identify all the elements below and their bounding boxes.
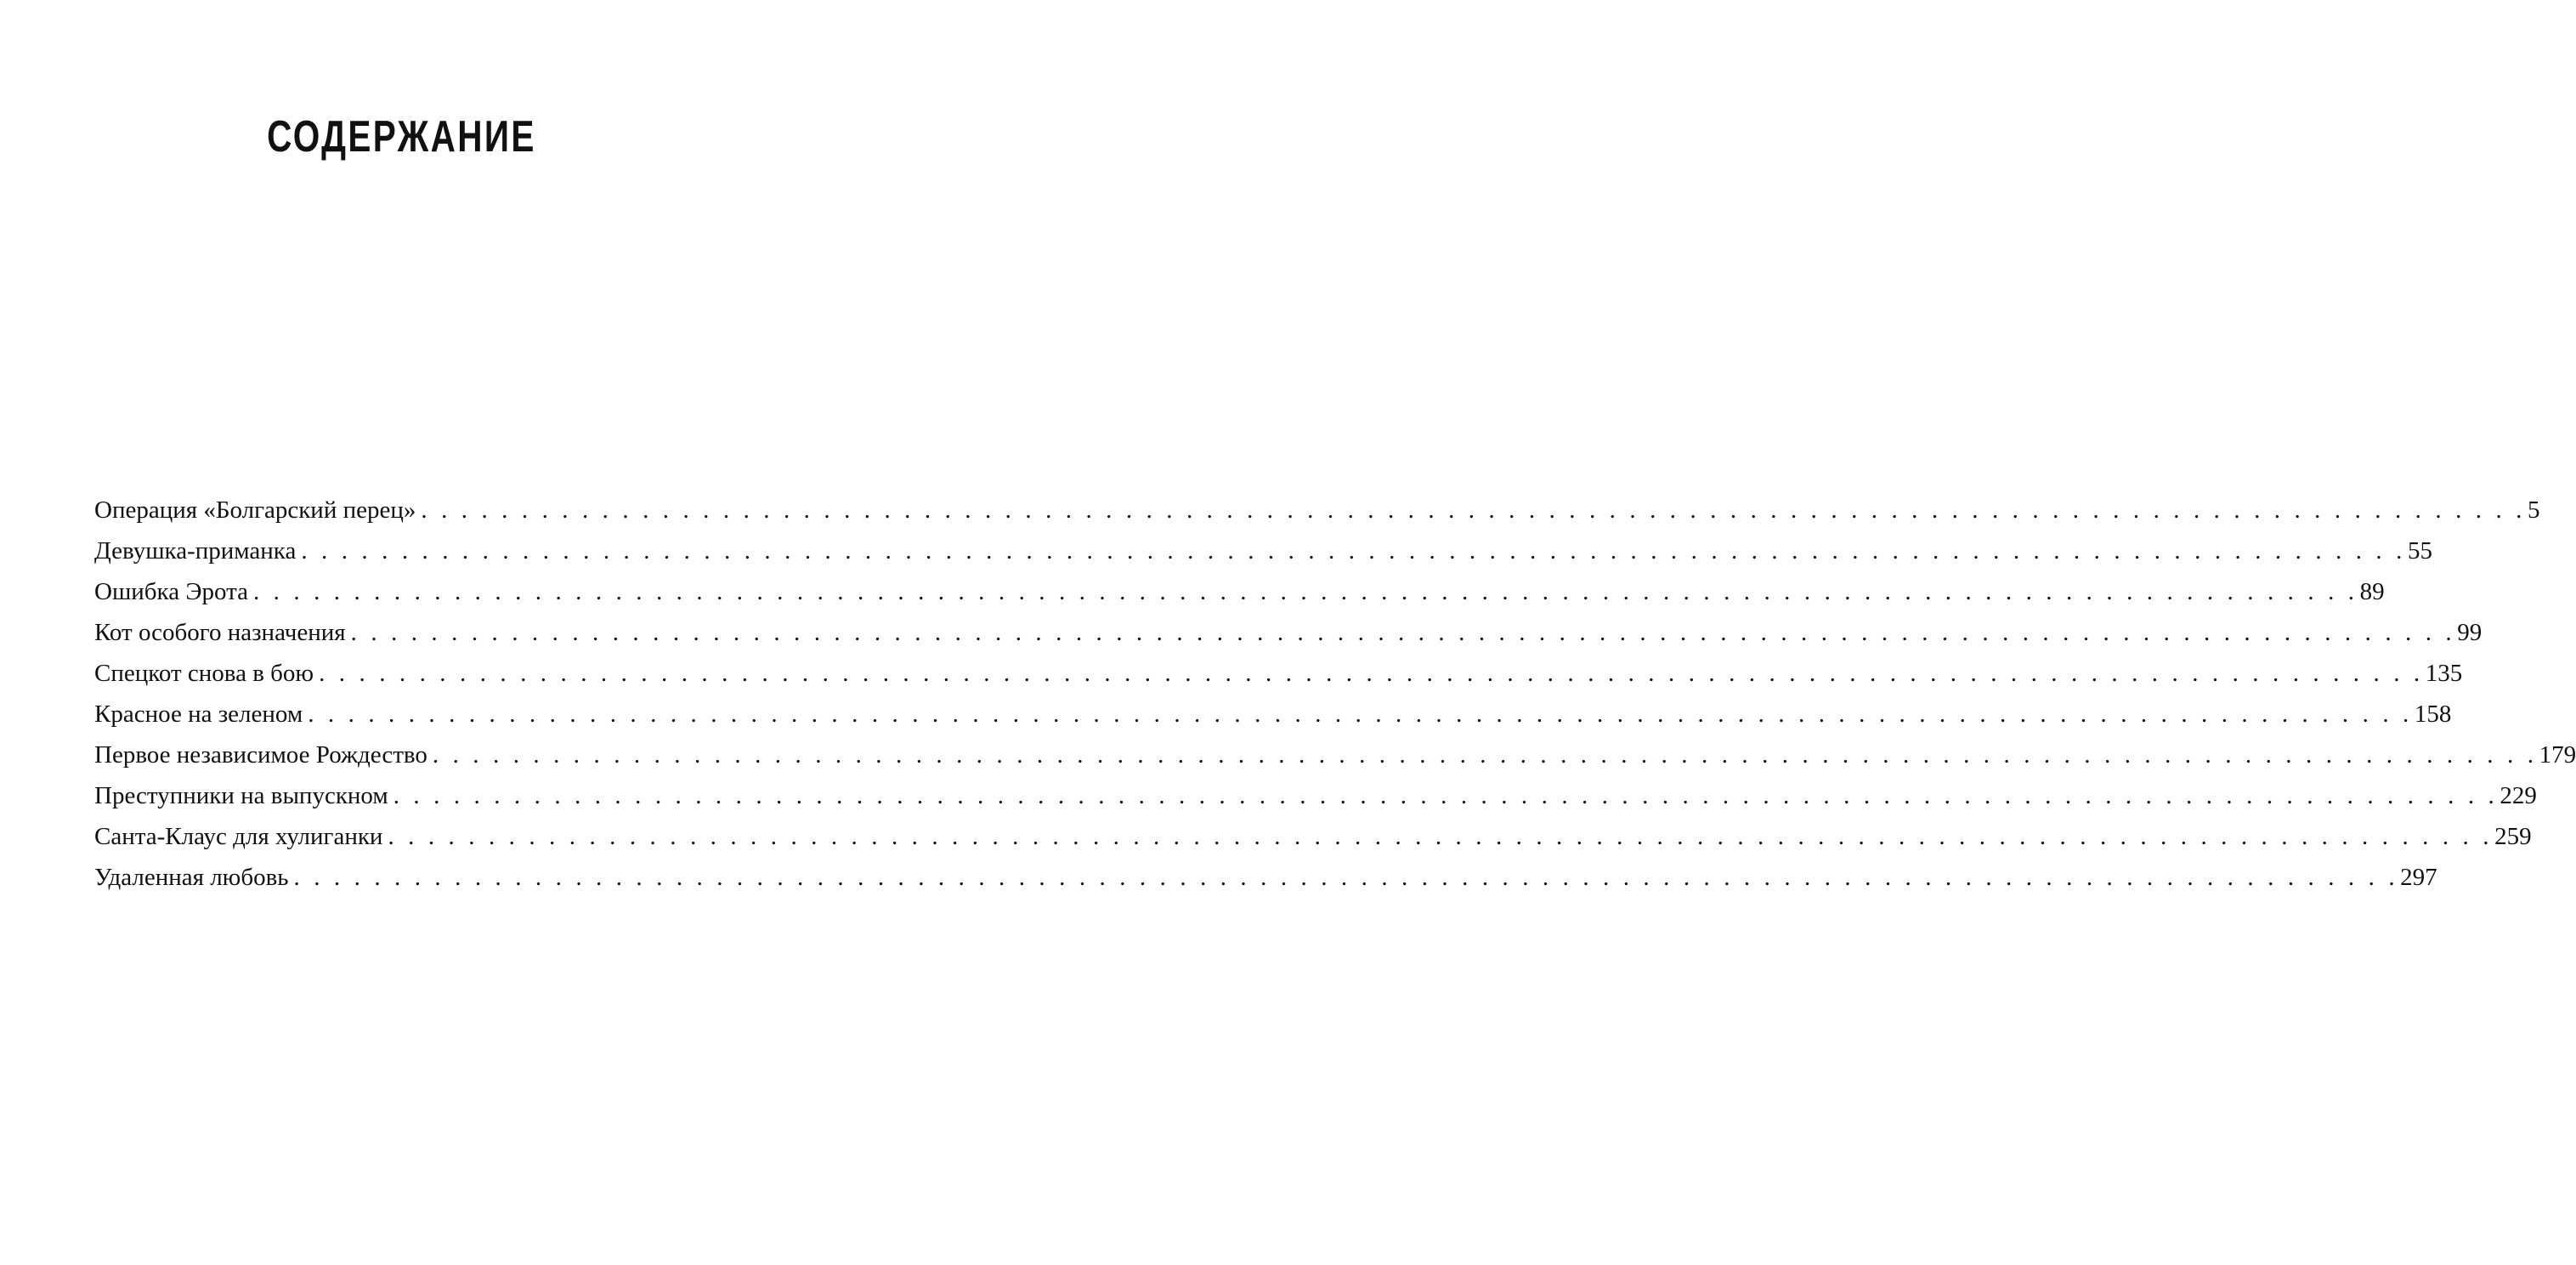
toc-leader-dots: . . . . . . . . . . . . . . . . . . . . . . . . . . . . . . . . . . . . . . . . . . . . . . . . . . . . . . . . . . . . . . . . . . . . . . . . . . . . . . . . . . . . . . . . . . . . . . . . . . . . . . . . . xyxy=(301,537,2406,564)
toc-page-number: 229 xyxy=(2500,782,2537,809)
toc-entry-title: Преступники на выпускном xyxy=(94,782,388,809)
toc-entry-title: Кот особого назначения xyxy=(94,619,346,646)
toc-entry xyxy=(94,857,2437,898)
toc-leader-dots: . . . . . . . . . . . . . . . . . . . . . . . . . . . . . . . . . . . . . . . . . . . . . . . . . . . . . . . . . . . . . . . . . . . . . . . . . . . . . . . . . . . . . . . . . . . . . . . . . . . . . . . . . xyxy=(308,701,2413,728)
toc-entry xyxy=(94,653,2463,694)
toc-leader-dots: . . . . . . . . . . . . . . . . . . . . . . . . . . . . . . . . . . . . . . . . . . . . . . . . . . . . . . . . . . . . . . . . . . . . . . . . . . . . . . . . . . . . . . . . . . . . . . . . . . . . . . . . . xyxy=(432,741,2538,769)
toc-leader-dots: . . . . . . . . . . . . . . . . . . . . . . . . . . . . . . . . . . . . . . . . . . . . . . . . . . . . . . . . . . . . . . . . . . . . . . . . . . . . . . . . . . . . . . . . . . . . . . . . . . . . . . . . . xyxy=(293,864,2399,891)
toc-page-number: 297 xyxy=(2400,864,2437,891)
toc-entry-title: Девушка-приманка xyxy=(94,537,297,564)
toc-entry-title: Красное на зеленом xyxy=(94,701,303,728)
toc-page-number: 55 xyxy=(2407,537,2432,564)
toc-entry-title: Спецкот снова в бою xyxy=(94,660,314,687)
toc-leader-dots: . . . . . . . . . . . . . . . . . . . . . . . . . . . . . . . . . . . . . . . . . . . . . . . . . . . . . . . . . . . . . . . . . . . . . . . . . . . . . . . . . . . . . . . . . . . . . . . . . . . . . . . . . xyxy=(350,619,2456,646)
toc-entry-title: Удаленная любовь xyxy=(94,864,289,891)
toc-page-number: 5 xyxy=(2528,496,2540,524)
toc-entry xyxy=(94,816,2532,857)
toc-entry xyxy=(94,694,2452,735)
toc-leader-dots: . . . . . . . . . . . . . . . . . . . . . . . . . . . . . . . . . . . . . . . . . . . . . . . . . . . . . . . . . . . . . . . . . . . . . . . . . . . . . . . . . . . . . . . . . . . . . . . . . . . . . . . . . xyxy=(252,578,2358,605)
toc-leader-dots: . . . . . . . . . . . . . . . . . . . . . . . . . . . . . . . . . . . . . . . . . . . . . . . . . . . . . . . . . . . . . . . . . . . . . . . . . . . . . . . . . . . . . . . . . . . . . . . . . . . . . . . . . xyxy=(388,823,2494,850)
toc-page-number: 158 xyxy=(2414,701,2452,728)
toc-leader-dots: . . . . . . . . . . . . . . . . . . . . . . . . . . . . . . . . . . . . . . . . . . . . . . . . . . . . . . . . . . . . . . . . . . . . . . . . . . . . . . . . . . . . . . . . . . . . . . . . . . . . . . . . . xyxy=(393,782,2499,809)
toc-leader-dots: . . . . . . . . . . . . . . . . . . . . . . . . . . . . . . . . . . . . . . . . . . . . . . . . . . . . . . . . . . . . . . . . . . . . . . . . . . . . . . . . . . . . . . . . . . . . . . . . . . . . . . . . . xyxy=(421,496,2527,524)
toc-page-number: 89 xyxy=(2359,578,2385,605)
toc-entry xyxy=(94,490,2540,530)
toc-entry-title: Ошибка Эрота xyxy=(94,578,248,605)
toc-page-number: 99 xyxy=(2457,619,2483,646)
toc-entry-title: Первое независимое Рождество xyxy=(94,741,427,769)
table-of-contents xyxy=(94,490,2576,898)
toc-leader-dots: . . . . . . . . . . . . . . . . . . . . . . . . . . . . . . . . . . . . . . . . . . . . . . . . . . . . . . . . . . . . . . . . . . . . . . . . . . . . . . . . . . . . . . . . . . . . . . . . . . . . . . . . . xyxy=(319,660,2424,687)
toc-entry xyxy=(94,735,2576,775)
toc-entry xyxy=(94,775,2537,816)
toc-page-number: 135 xyxy=(2425,660,2463,687)
toc-entry xyxy=(94,571,2385,612)
toc-entry xyxy=(94,530,2432,571)
toc-entry-title: Санта-Клаус для хулиганки xyxy=(94,823,383,850)
page-title: СОДЕРЖАНИЕ xyxy=(267,112,536,162)
toc-page-number: 259 xyxy=(2494,823,2532,850)
toc-page-number: 179 xyxy=(2539,741,2576,769)
toc-entry xyxy=(94,612,2483,653)
toc-entry-title: Операция «Болгарский перец» xyxy=(94,496,416,524)
